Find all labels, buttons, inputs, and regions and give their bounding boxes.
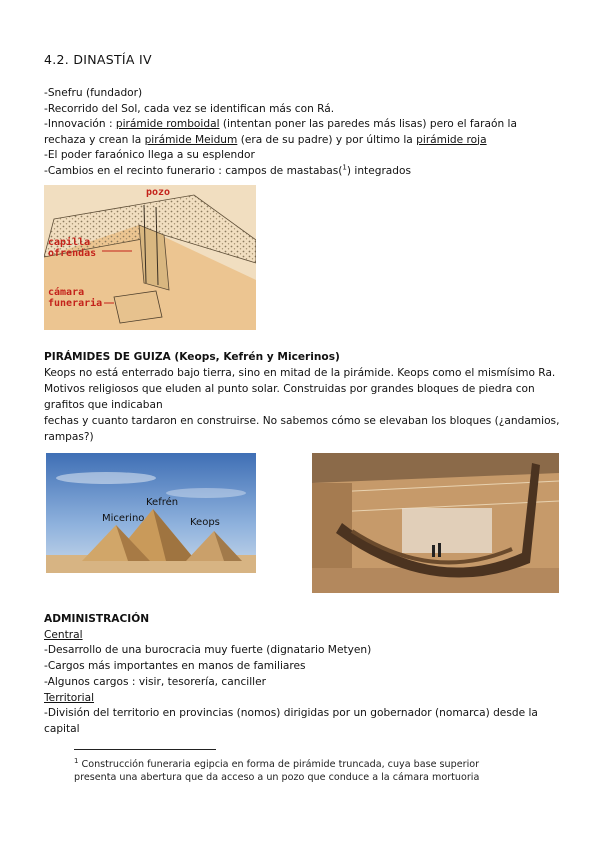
solar-boat-photo [312,453,559,593]
giza-paragraph: Keops no está enterrado bajo tierra, sino en mitad de la pirámide. Keops como el mismísimo Ra. Motivos religiosos que eluden al punto solar. Construidas por grandes bloques de piedra con grafitos que indicaban [44,367,556,411]
footnote [74,758,544,784]
underlined-term: pirámide Meidum [144,133,238,146]
intro-line: -El poder faraónico llega a su esplendor [44,149,255,161]
intro-line [44,133,564,149]
giza-heading: PIRÁMIDES DE GUIZA (Keops, Kefrén y Micerinos) [44,351,340,363]
intro-list [44,86,564,179]
admin-line: -División del territorio en provincias (nomos) dirigidas por un gobernador (nomarca) desde la [44,707,538,720]
territorial-subheading: Territorial [44,691,95,704]
section-title: 4.2. DINASTÍA IV [44,52,152,67]
underlined-term: pirámide roja [416,133,487,146]
label-pozo: pozo [146,187,171,198]
admin-line: -Desarrollo de una burocracia muy fuerte (dignatario Metyen) [44,644,372,657]
intro-line: -Snefru (fundador) [44,87,143,99]
text-span: -Cambios en el recinto funerario : campos de mastabas( [44,164,343,177]
intro-line [44,117,564,133]
footnote-rule [74,749,216,750]
footnote-line [74,758,544,771]
admin-line: capital [44,722,80,735]
giza-section [44,349,564,445]
giza-paragraph: fechas y cuanto tardaron en construirse. No sabemos cómo se elevaban los bloques (¿andamios, rampas?) [44,415,560,443]
text-span: rechaza y crean la [44,133,145,146]
text-span: (era de su padre) y por último la [237,133,417,146]
label-micerino: Micerino [102,513,145,524]
text-span: (intentan poner las paredes más lisas) pero el faraón la [219,118,517,130]
admin-section [44,612,564,738]
text-span: Construcción funeraria egipcia en forma de pirámide truncada, cuya base superior [78,759,480,770]
intro-line: -Recorrido del Sol, cada vez se identifican más con Rá. [44,102,335,115]
pyramids-photo [46,453,256,573]
text-span: -Innovación : [44,118,116,130]
underlined-term: pirámide romboidal [115,118,220,130]
footnote-line: presenta una abertura que da acceso a un pozo que conduce a la cámara mortuoria [74,772,480,783]
admin-line: -Cargos más importantes en manos de familiares [44,660,306,673]
label-camara: cámara [48,287,85,298]
label-funeraria: funeraria [48,298,103,309]
intro-line [44,164,564,180]
footnote-number: 1 [74,756,79,765]
mastaba-diagram [44,185,256,330]
admin-line: -Algunos cargos : visir, tesorería, canciller [44,675,266,688]
label-ofrendas: ofrendas [48,248,97,259]
label-keops: Keops [190,517,220,528]
text-span: ) integrados [346,164,412,177]
label-capilla: capilla [48,237,91,248]
footnote-ref: 1 [342,162,347,171]
central-subheading: Central [44,628,83,641]
label-kefren: Kefrén [146,497,179,508]
admin-heading: ADMINISTRACIÓN [44,613,150,625]
